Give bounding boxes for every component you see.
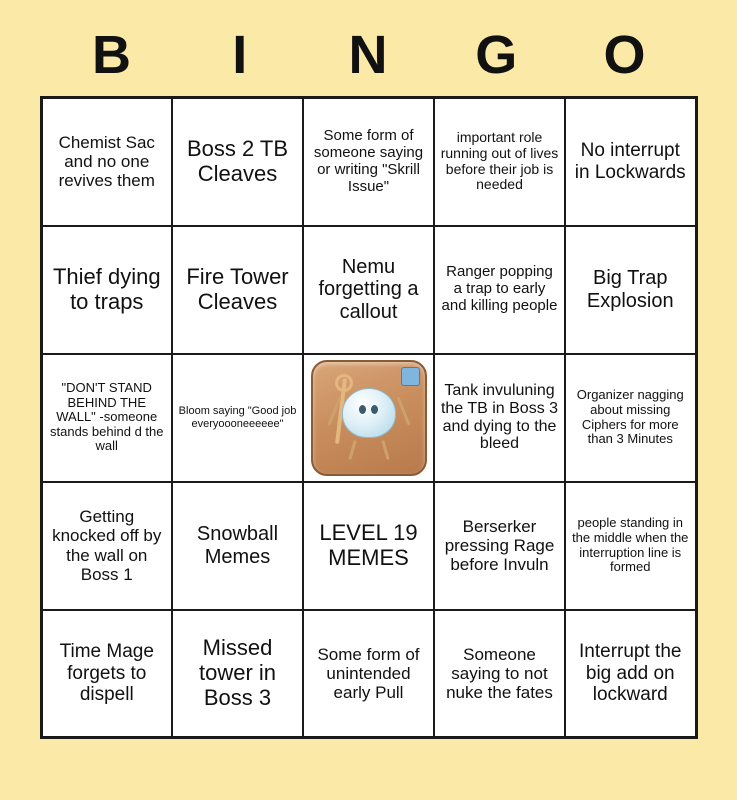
- eye-right-icon: [371, 405, 378, 414]
- header-letter-i: I: [232, 25, 249, 85]
- bingo-cell[interactable]: important role running out of lives before their job is needed: [434, 98, 565, 226]
- bingo-cell[interactable]: Time Mage forgets to dispell: [41, 610, 172, 738]
- header-letter-o: O: [603, 25, 647, 85]
- bingo-cell[interactable]: Getting knocked off by the wall on Boss 1: [41, 482, 172, 610]
- bingo-cell[interactable]: Bloom saying "Good job everyoooneeeeee": [172, 354, 303, 482]
- bingo-cell[interactable]: Organizer nagging about missing Ciphers for more than 3 Minutes: [565, 354, 696, 482]
- bingo-cell[interactable]: Tank invuluning the TB in Boss 3 and dying to the bleed: [434, 354, 565, 482]
- free-space-image: [309, 358, 428, 478]
- body-icon: [342, 388, 396, 438]
- header-letter-b: B: [92, 25, 132, 85]
- leg-right-icon: [381, 439, 389, 459]
- bingo-cell[interactable]: Big Trap Explosion: [565, 226, 696, 354]
- bingo-cell[interactable]: Nemu forgetting a callout: [303, 226, 434, 354]
- bingo-cell[interactable]: Someone saying to not nuke the fates: [434, 610, 565, 738]
- bingo-cell[interactable]: Fire Tower Cleaves: [172, 226, 303, 354]
- bingo-row: [41, 482, 696, 610]
- bingo-header: [0, 0, 737, 96]
- bingo-cell[interactable]: Interrupt the big add on lockward: [565, 610, 696, 738]
- bingo-grid: [40, 96, 698, 739]
- eye-left-icon: [359, 405, 366, 414]
- bingo-row: [41, 354, 696, 482]
- staff-head-icon: [335, 374, 353, 392]
- bingo-row: [41, 98, 696, 226]
- bingo-cell[interactable]: Some form of someone saying or writing "Skrill Issue": [303, 98, 434, 226]
- bingo-cell[interactable]: Missed tower in Boss 3: [172, 610, 303, 738]
- bingo-cell[interactable]: Ranger popping a trap to early and killing people: [434, 226, 565, 354]
- arm-right-icon: [396, 396, 410, 425]
- bingo-cell[interactable]: people standing in the middle when the interruption line is formed: [565, 482, 696, 610]
- bingo-cell[interactable]: Thief dying to traps: [41, 226, 172, 354]
- free-space-character-icon: [311, 360, 427, 476]
- header-letter-n: N: [348, 25, 389, 85]
- bingo-cell[interactable]: Some form of unintended early Pull: [303, 610, 434, 738]
- bingo-cell[interactable]: Snowball Memes: [172, 482, 303, 610]
- bingo-cell[interactable]: No interrupt in Lockwards: [565, 98, 696, 226]
- bingo-cell[interactable]: LEVEL 19 MEMES: [303, 482, 434, 610]
- bingo-cell[interactable]: "DON'T STAND BEHIND THE WALL" -someone stands behind d the wall: [41, 354, 172, 482]
- bingo-row: [41, 226, 696, 354]
- leg-left-icon: [348, 439, 356, 459]
- bingo-cell[interactable]: Boss 2 TB Cleaves: [172, 98, 303, 226]
- bingo-row: [41, 610, 696, 738]
- bingo-cell[interactable]: Berserker pressing Rage before Invuln: [434, 482, 565, 610]
- badge-icon: [401, 367, 420, 386]
- bingo-free-space-cell[interactable]: [303, 354, 434, 482]
- bingo-cell[interactable]: Chemist Sac and no one revives them: [41, 98, 172, 226]
- header-letter-g: G: [475, 25, 519, 85]
